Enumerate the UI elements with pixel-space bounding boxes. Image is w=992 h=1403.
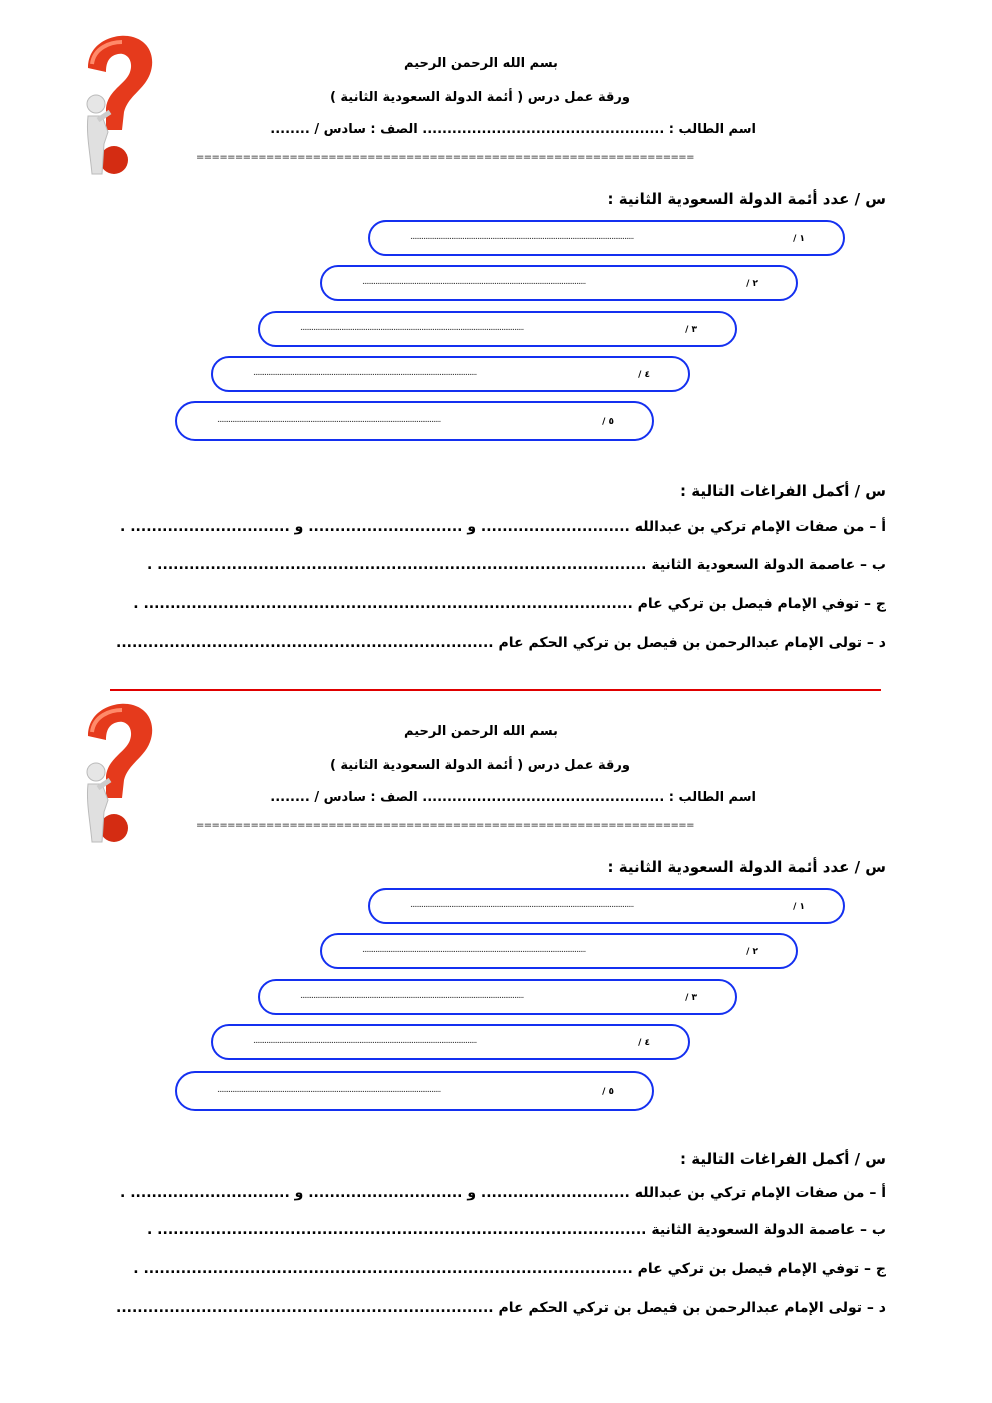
student-name-line[interactable]: اسم الطالب : ................................................. الصف : سادس / ........ (270, 790, 756, 805)
fill-row-d[interactable]: د – تولى الإمام عبدالرحمن بن فيصل بن تركي الحكم عام ....................................................................... (116, 635, 886, 651)
answer-label: ٣ / (685, 325, 697, 335)
answer-label: ٤ / (638, 370, 650, 380)
answer-pill-2[interactable] (320, 265, 798, 301)
answer-label: ١ / (793, 902, 805, 912)
worksheet-top (0, 0, 992, 680)
worksheet-title: ورقة عمل درس ( أئمة الدولة السعودية الثانية ) (329, 90, 630, 105)
fill-row-c[interactable]: ج – توفي الإمام فيصل بن تركي عام ............................................................................................ . (133, 596, 886, 612)
fill-row-a[interactable]: أ – من صفات الإمام تركي بن عبدالله ............................ و ............................. و .............................. . (120, 519, 886, 535)
separator-line: ================================================================ (196, 822, 694, 830)
question-mark-figure-icon (76, 702, 156, 850)
question-1-heading: س / عدد أئمة الدولة السعودية الثانية : (607, 190, 886, 208)
answer-dots: ........................................................................................................................ (362, 945, 586, 955)
answer-label: ٤ / (638, 1038, 650, 1048)
answer-dots: ........................................................................................................................ (362, 277, 586, 287)
answer-label: ٥ / (602, 417, 614, 427)
basmala: بسم الله الرحمن الرحيم (404, 56, 558, 71)
answer-pill-1[interactable] (368, 220, 845, 256)
answer-dots: ........................................................................................................................ (300, 991, 524, 1001)
answer-dots: ........................................................................................................................ (217, 1085, 441, 1095)
student-name-line[interactable]: اسم الطالب : ................................................. الصف : سادس / ........ (270, 122, 756, 137)
answer-label: ٥ / (602, 1087, 614, 1097)
answer-pill-5[interactable] (175, 401, 654, 441)
question-2-heading: س / أكمل الفراغات التالية : (680, 1150, 886, 1168)
answer-pill-3[interactable] (258, 311, 737, 347)
answer-pill-3[interactable] (258, 979, 737, 1015)
answer-pill-5[interactable] (175, 1071, 654, 1111)
answer-dots: ........................................................................................................................ (410, 232, 634, 242)
worksheet-bottom (0, 668, 992, 1348)
fill-row-b[interactable]: ب – عاصمة الدولة السعودية الثانية ............................................................................................ . (146, 1222, 886, 1238)
answer-pill-2[interactable] (320, 933, 798, 969)
fill-row-c[interactable]: ج – توفي الإمام فيصل بن تركي عام ............................................................................................ . (133, 1261, 886, 1277)
answer-dots: ........................................................................................................................ (217, 415, 441, 425)
answer-label: ٣ / (685, 993, 697, 1003)
question-2-heading: س / أكمل الفراغات التالية : (680, 482, 886, 500)
worksheet-title: ورقة عمل درس ( أئمة الدولة السعودية الثانية ) (329, 758, 630, 773)
basmala: بسم الله الرحمن الرحيم (404, 724, 558, 739)
answer-pill-1[interactable] (368, 888, 845, 924)
fill-row-d[interactable]: د – تولى الإمام عبدالرحمن بن فيصل بن تركي الحكم عام ....................................................................... (116, 1300, 886, 1316)
answer-dots: ........................................................................................................................ (300, 323, 524, 333)
answer-label: ١ / (793, 234, 805, 244)
fill-row-a[interactable]: أ – من صفات الإمام تركي بن عبدالله ............................ و ............................. و .............................. . (120, 1185, 886, 1201)
question-mark-figure-icon (76, 34, 156, 182)
answer-dots: ........................................................................................................................ (410, 900, 634, 910)
answer-pill-4[interactable] (211, 1024, 690, 1060)
fill-row-b[interactable]: ب – عاصمة الدولة السعودية الثانية ............................................................................................ . (146, 557, 886, 573)
separator-line: ================================================================ (196, 154, 694, 162)
answer-pill-4[interactable] (211, 356, 690, 392)
answer-dots: ........................................................................................................................ (253, 1036, 477, 1046)
answer-label: ٢ / (746, 279, 758, 289)
question-1-heading: س / عدد أئمة الدولة السعودية الثانية : (607, 858, 886, 876)
answer-dots: ........................................................................................................................ (253, 368, 477, 378)
answer-label: ٢ / (746, 947, 758, 957)
